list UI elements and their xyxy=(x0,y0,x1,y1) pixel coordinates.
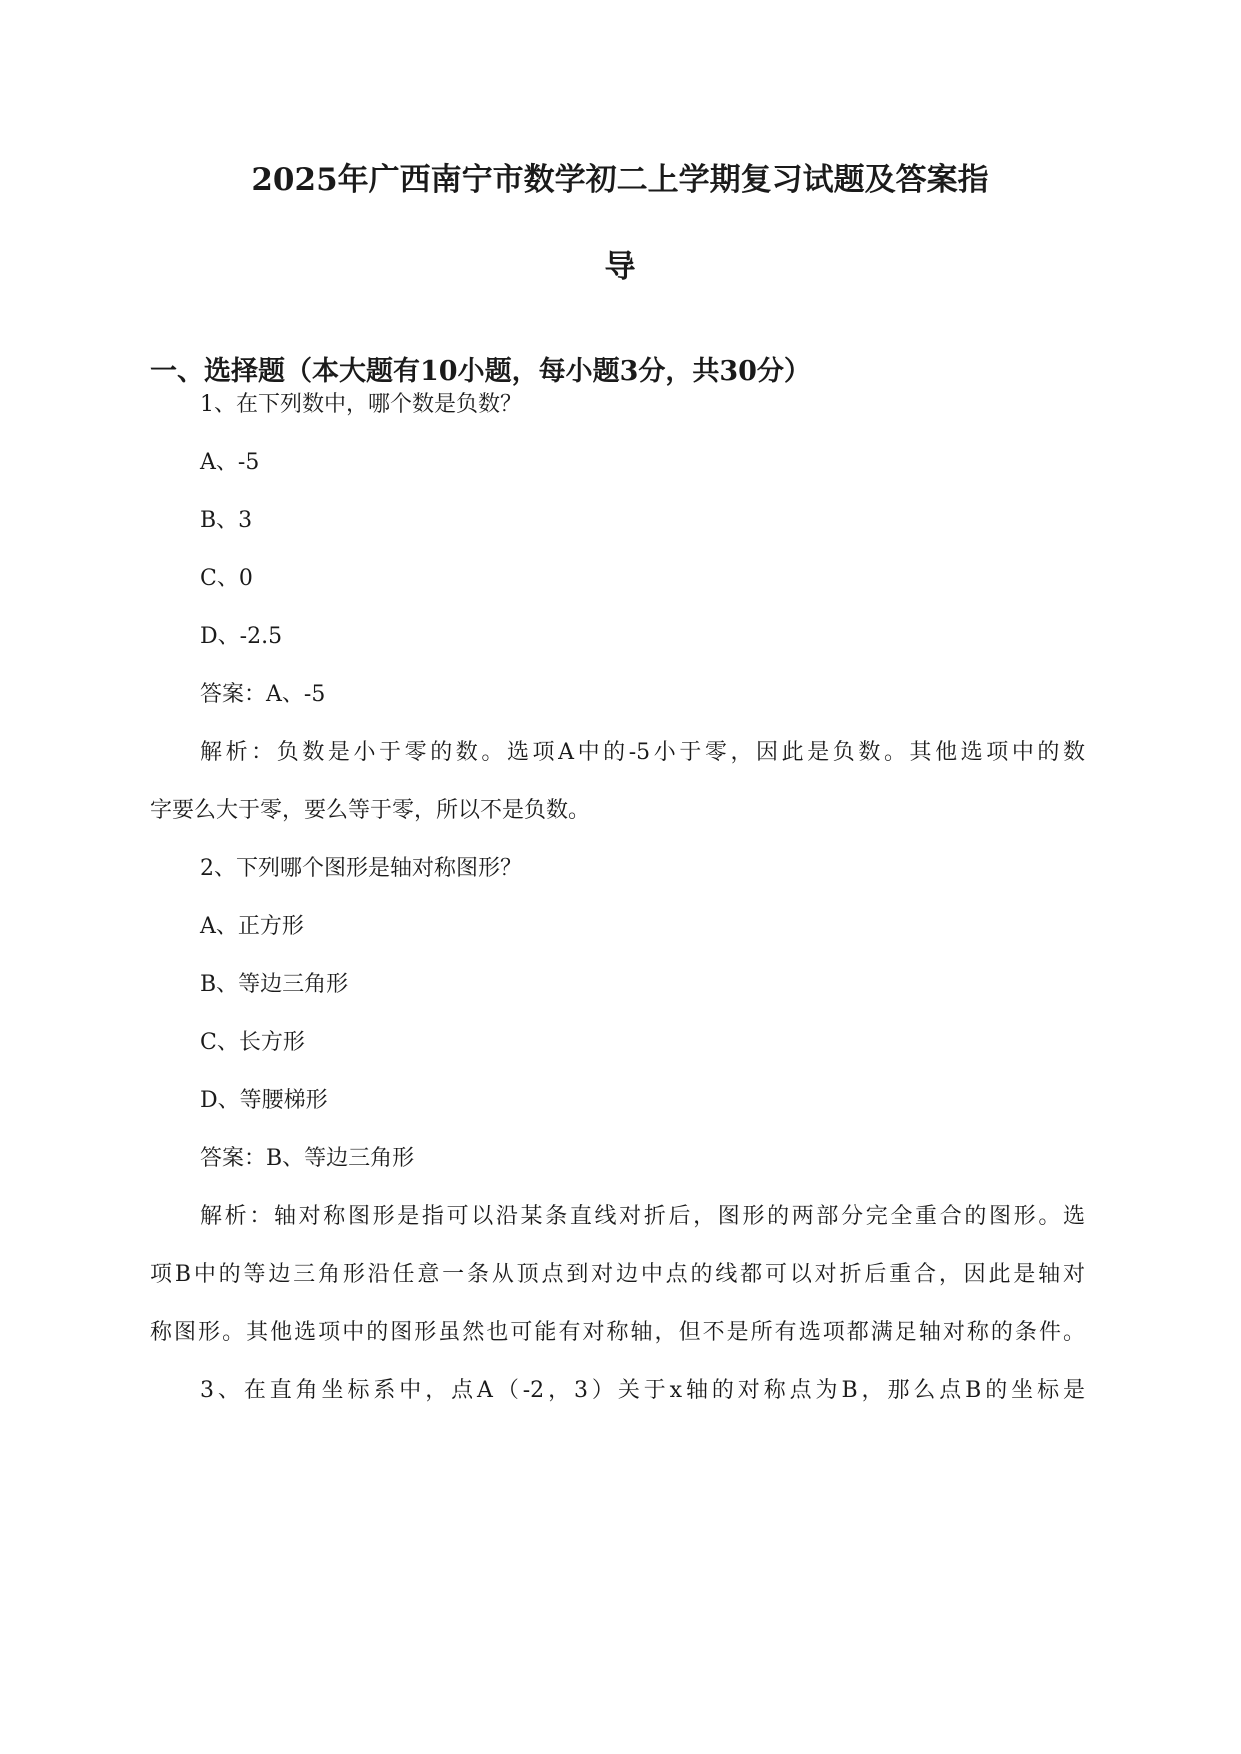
question-2-answer: 答案：B、等边三角形 xyxy=(200,1146,415,1171)
document-title-line-2: 导 xyxy=(604,249,636,285)
question-1-analysis-line-1: 解析：负数是小于零的数。选项A中的-5小于零，因此是负数。其他选项中的数 xyxy=(200,740,1085,765)
question-1-option-c: C、0 xyxy=(200,566,253,591)
question-1-stem: 1、在下列数中，哪个数是负数？ xyxy=(200,392,522,417)
question-2-analysis-line-3: 称图形。其他选项中的图形虽然也可能有对称轴，但不是所有选项都满足轴对称的条件。 xyxy=(150,1320,1085,1345)
question-1-answer: 答案：A、-5 xyxy=(200,682,326,707)
question-2-option-b: B、等边三角形 xyxy=(200,972,349,997)
question-1-option-b: B、3 xyxy=(200,508,253,533)
question-1-analysis-line-2: 字要么大于零，要么等于零，所以不是负数。 xyxy=(150,798,591,823)
question-2-option-c: C、长方形 xyxy=(200,1030,305,1055)
section-heading: 一、选择题（本大题有10小题，每小题3分，共30分） xyxy=(150,356,811,387)
document-title-line-1: 2025年广西南宁市数学初二上学期复习试题及答案指 xyxy=(251,162,989,198)
question-2-analysis-line-2: 项B中的等边三角形沿任意一条从顶点到对边中点的线都可以对折后重合，因此是轴对 xyxy=(150,1262,1085,1287)
question-2-option-d: D、等腰梯形 xyxy=(200,1088,328,1113)
question-2-analysis-line-1: 解析：轴对称图形是指可以沿某条直线对折后，图形的两部分完全重合的图形。选 xyxy=(200,1204,1085,1229)
question-2-stem: 2、下列哪个图形是轴对称图形？ xyxy=(200,856,522,881)
question-1-option-a: A、-5 xyxy=(200,450,260,475)
question-2-option-a: A、正方形 xyxy=(200,914,304,939)
question-1-option-d: D、-2.5 xyxy=(200,624,283,649)
question-3-stem: 3、在直角坐标系中，点A（-2，3）关于x轴的对称点为B，那么点B的坐标是 xyxy=(200,1378,1085,1403)
